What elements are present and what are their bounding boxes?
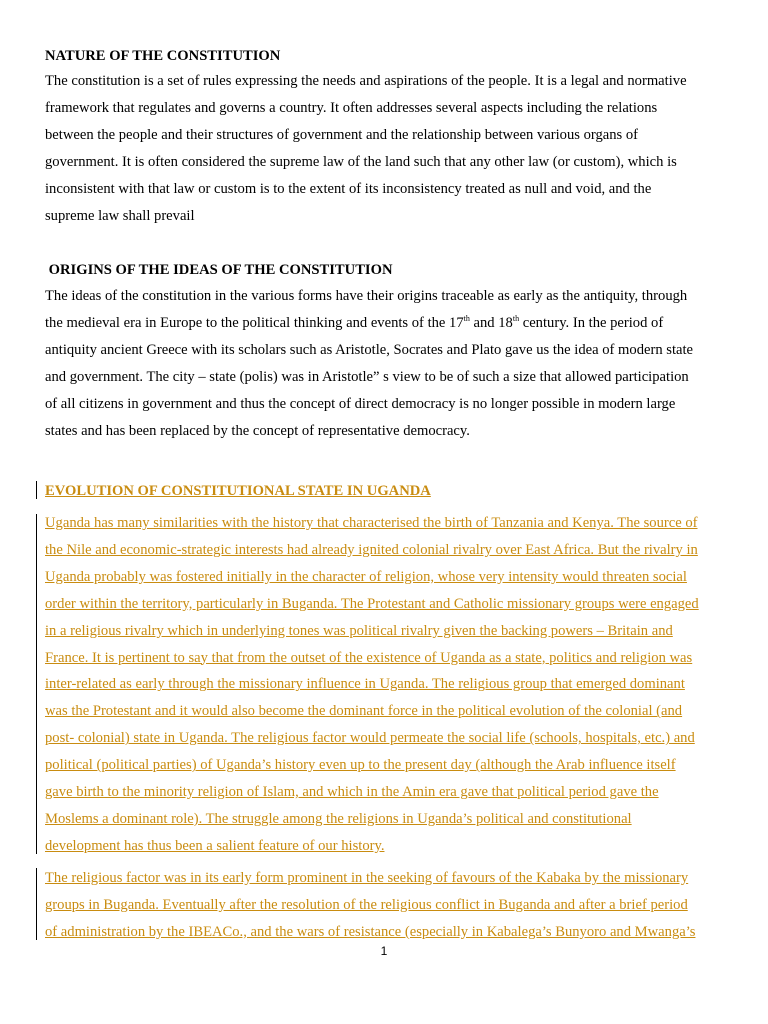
paragraph-origins-of-ideas: [45, 283, 723, 444]
text-line: antiquity ancient Greece with its scholars such as Aristotle, Socrates and Plato gave us the idea of modern state: [45, 341, 694, 358]
superscript: th: [512, 314, 520, 324]
text-line: post- colonial) state in Uganda. The religious factor would permeate the social life (schools, hospitals, etc.) and: [45, 730, 695, 747]
text-segment: century. In the period of: [519, 314, 664, 331]
text-line: Moslems a dominant role). The struggle among the religions in Uganda’s political and constitutional: [45, 810, 632, 827]
paragraph-nature-of-constitution: [45, 68, 723, 229]
text-line: groups in Buganda. Eventually after the resolution of the religious conflict in Buganda and after a brief period: [45, 896, 688, 913]
text-line: states and has been replaced by the concept of representative democracy.: [45, 422, 470, 439]
text-line: was the Protestant and it would also become the dominant force in the political evolution of the colonial (and: [45, 703, 683, 720]
text-line: order within the territory, particularly in Buganda. The Protestant and Catholic missionary groups were engaged: [45, 595, 699, 612]
text-line: [45, 310, 723, 337]
text-line: The ideas of the constitution in the various forms have their origins traceable as early as the antiquity, through: [45, 288, 688, 304]
paragraph-evolution-uganda-2: [45, 865, 723, 946]
page-number: 1: [380, 944, 388, 958]
text-line: inter-related as early through the missionary influence in Uganda. The religious group that emerged dominant: [45, 676, 685, 693]
text-line: Uganda probably was fostered initially in the character of religion, whose very intensity would threaten social: [45, 568, 687, 585]
heading-origins-of-ideas: ORIGINS OF THE IDEAS OF THE CONSTITUTION: [45, 262, 393, 278]
text-line: of administration by the IBEACo., and the wars of resistance (especially in Kabalega’s Bunyoro and Mwanga’s: [45, 923, 696, 940]
text-line: and government. The city – state (polis) was in Aristotle” s view to be of such a size that allowed participation: [45, 368, 689, 385]
text-line: inconsistent with that law or custom is to the extent of its inconsistency treated as null and void, and the: [45, 180, 652, 197]
text-line: the Nile and economic-strategic interests had already ignited colonial rivalry over East Africa. But the rivalry in: [45, 541, 698, 558]
heading-nature-of-constitution: NATURE OF THE CONSTITUTION: [45, 48, 281, 64]
superscript: th: [463, 314, 470, 324]
change-bar: [36, 514, 37, 854]
text-line: framework that regulates and governs a country. It often addresses several aspects including the relations: [45, 99, 658, 116]
text-line: of all citizens in government and thus the concept of direct democracy is no longer possible in modern large: [45, 395, 676, 412]
heading-evolution-uganda: EVOLUTION OF CONSTITUTIONAL STATE IN UGANDA: [45, 483, 431, 499]
text-line: in a religious rivalry which in underlying tones was political rivalry given the backing powers – Britain and: [45, 622, 673, 639]
text-line: The religious factor was in its early form prominent in the seeking of favours of the Kabaka by the missionary: [45, 870, 689, 886]
text-line: between the people and their structures of government and the relationship between various organs of: [45, 126, 639, 143]
change-bar: [36, 481, 37, 499]
change-bar: [36, 868, 37, 940]
text-segment: and 18: [469, 314, 513, 331]
text-line: development has thus been a salient feature of our history.: [45, 837, 385, 854]
text-line: France. It is pertinent to say that from the outset of the existence of Uganda as a state, politics and religion was: [45, 649, 693, 666]
text-line: supreme law shall prevail: [45, 207, 195, 224]
text-segment: the medieval era in Europe to the political thinking and events of the 17: [45, 314, 464, 331]
text-line: government. It is often considered the supreme law of the land such that any other law (or custom), which is: [45, 153, 677, 170]
text-line: Uganda has many similarities with the history that characterised the birth of Tanzania and Kenya. The source of: [45, 515, 698, 531]
paragraph-evolution-uganda-1: [45, 510, 723, 860]
text-line: gave birth to the minority religion of Islam, and which in the Amin era gave that political period gave the: [45, 784, 659, 801]
text-line: The constitution is a set of rules expressing the needs and aspirations of the people. It is a legal and normative: [45, 73, 687, 89]
text-line: political (political parties) of Uganda’s history even up to the present day (although the Arab influence itself: [45, 757, 676, 774]
